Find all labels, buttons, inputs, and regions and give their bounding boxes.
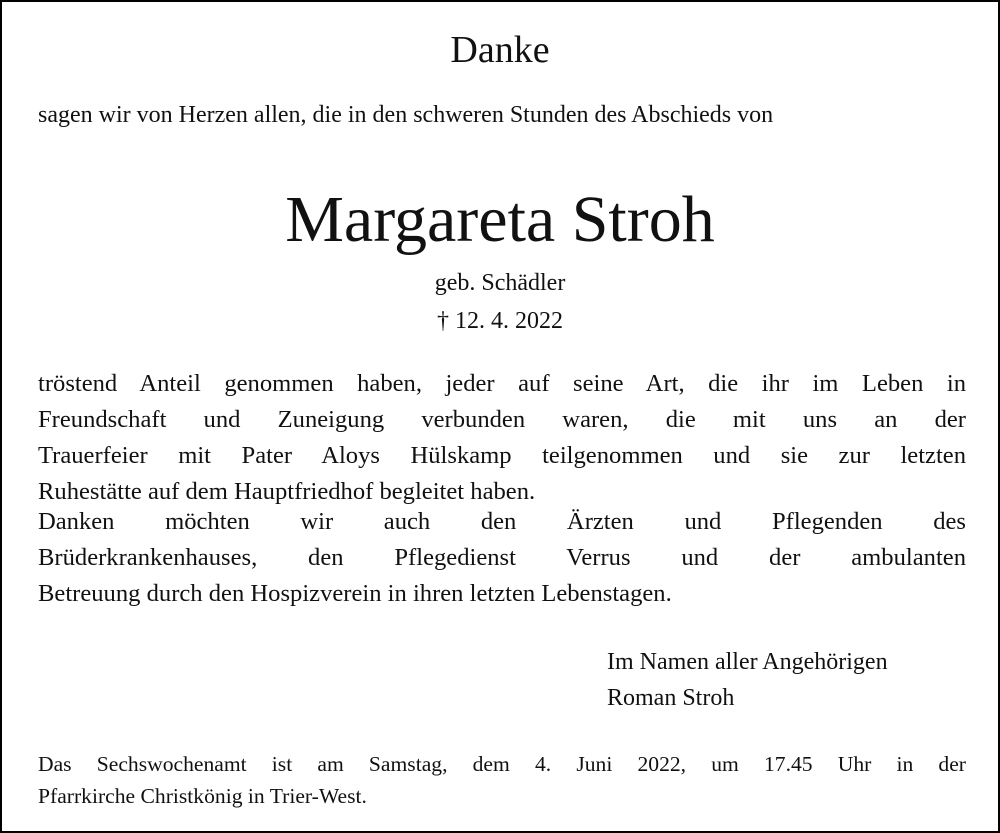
death-date: † 12. 4. 2022	[437, 308, 563, 334]
maiden-name: geb. Schädler	[434, 270, 566, 296]
paragraph-line: Betreuung durch den Hospizverein in ihren letzten Lebenstagen.	[38, 580, 672, 607]
thanks-doctors-paragraph	[38, 504, 966, 612]
paragraph-line: Trauerfeier mit Pater Aloys Hülskamp teilgenommen und sie zur letzten	[38, 442, 966, 469]
paragraph-line: Danken möchten wir auch den Ärzten und Pflegenden des	[38, 508, 966, 535]
deceased-name: Margareta Stroh	[285, 183, 715, 256]
heading: Danke	[450, 29, 550, 71]
paragraph-line: Brüderkrankenhauses, den Pflegedienst Verrus und der ambulanten	[38, 544, 966, 571]
signature-line: Im Namen aller Angehörigen	[607, 649, 888, 675]
paragraph-line: Freundschaft und Zuneigung verbunden waren, die mit uns an der	[38, 406, 966, 433]
paragraph-line: Ruhestätte auf dem Hauptfriedhof begleitet haben.	[38, 478, 536, 505]
footer-line: Pfarrkirche Christkönig in Trier-West.	[38, 784, 367, 808]
footer-line: Das Sechswochenamt ist am Samstag, dem 4. Juni 2022, um 17.45 Uhr in der	[38, 752, 966, 776]
mass-announcement	[38, 748, 966, 812]
signature-name: Roman Stroh	[607, 685, 735, 711]
intro-text: sagen wir von Herzen allen, die in den schweren Stunden des Abschieds von	[38, 102, 774, 128]
paragraph-line: tröstend Anteil genommen haben, jeder auf seine Art, die ihr im Leben in	[38, 370, 966, 397]
thanks-paragraph	[38, 366, 966, 510]
